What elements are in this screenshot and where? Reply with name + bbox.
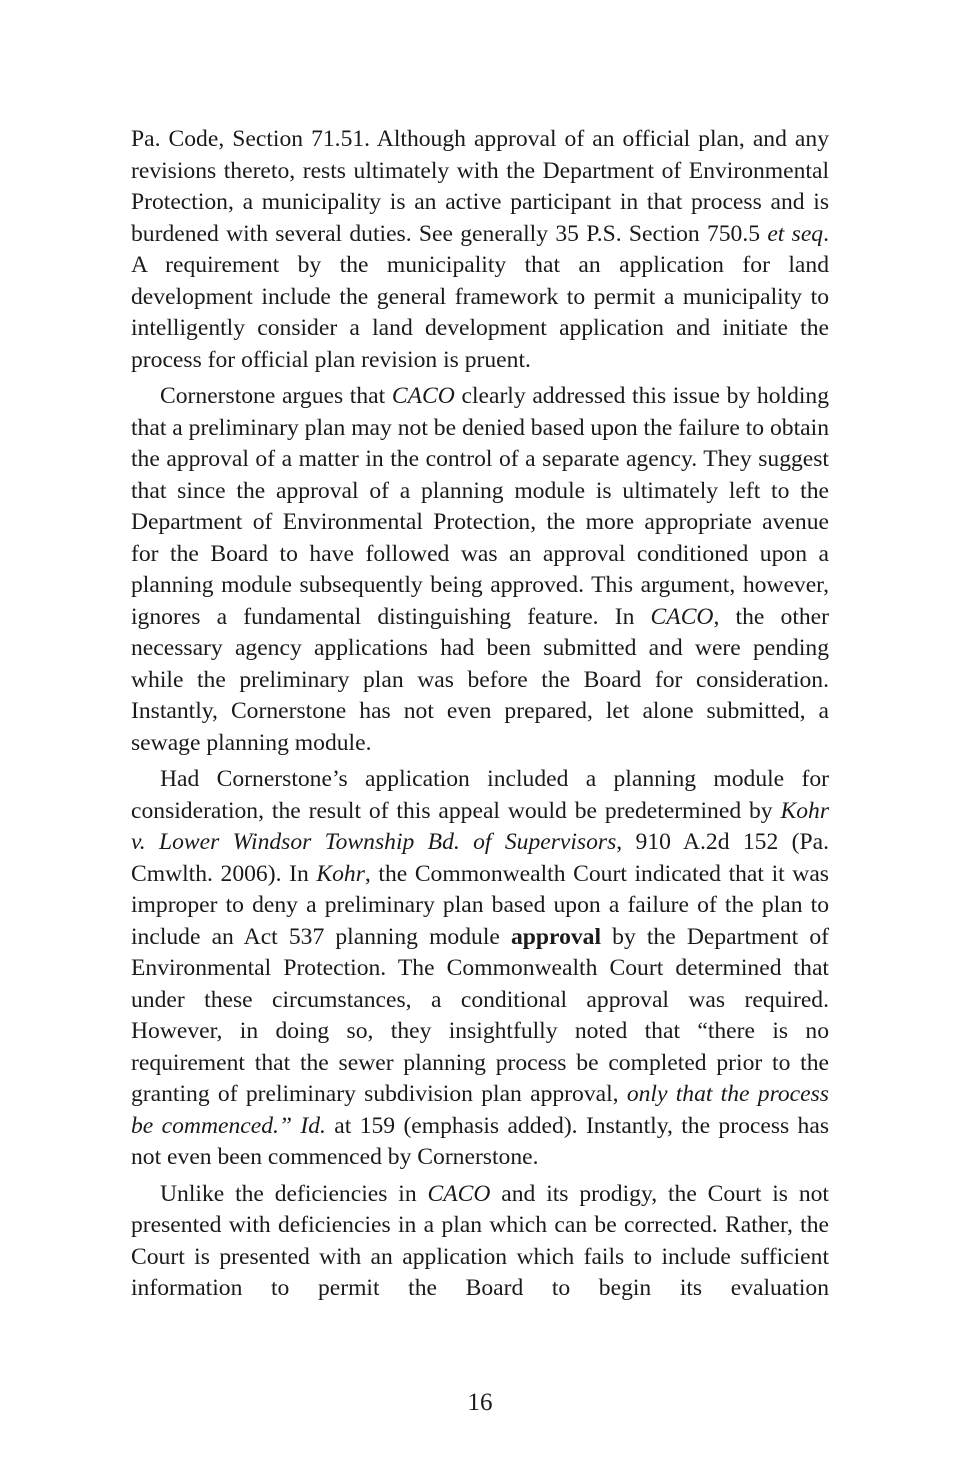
page-number: 16 bbox=[467, 1389, 493, 1416]
italic-segment: CACO bbox=[391, 383, 455, 409]
text-segment: , 910 A.2d 152 (Pa. Cmwlth. 2006). In bbox=[131, 829, 829, 887]
paragraph-4 bbox=[131, 1179, 829, 1305]
text-segment: , the other necessary agency applications had been submitted and were pending while the preliminary plan was before the Board for consideration. Instantly, Cornerstone has not even prepared, let alone submitted, a sewage planning module. bbox=[131, 603, 829, 756]
text-segment: clearly addressed this issue by holding that a preliminary plan may not be denied based upon the failure to obtain the approval of a matter in the control of a separate agency. They suggest that since the approval of a planning module is ultimately left to the Department of Environmental Protection, the more appropriate avenue for the Board to have followed was an approval conditioned upon a planning module subsequently being approved. This argument, however, ignores a fundamental distinguishing feature. In bbox=[131, 383, 830, 630]
text-segment: Had Cornerstone’s application included a planning module for consideration, the result of this appeal would be predetermined by bbox=[131, 766, 829, 824]
italic-segment: only that the process be commenced.” Id. bbox=[131, 1081, 829, 1139]
paragraph-2 bbox=[131, 381, 829, 759]
text-segment: , the Commonwealth Court indicated that it was improper to deny a preliminary plan based upon a failure of the plan to include an Act 537 planning module bbox=[131, 860, 829, 950]
text-segment: Unlike the deficiencies in bbox=[160, 1180, 428, 1207]
italic-segment: CACO bbox=[650, 603, 714, 630]
text-segment: at 159 (emphasis added). Instantly, the process has not even been commenced by Cornerstone. bbox=[131, 1112, 830, 1170]
text-segment: and its prodigy, the Court is not presented with deficiencies in a plan which can be corrected. Rather, the Court is presented with an application which fails to include sufficient information to permit the Board to begin its evaluation bbox=[131, 1180, 829, 1301]
italic-segment: et seq bbox=[767, 220, 824, 247]
text-segment: . A requirement by the municipality that an application for land development include the general framework to permit a municipality to intelligently consider a land development application and initiate the process for official plan revision is pruent. bbox=[131, 220, 829, 373]
paragraph-3 bbox=[131, 764, 829, 1174]
body-text bbox=[131, 124, 829, 1310]
bold-segment: approval bbox=[510, 923, 602, 950]
italic-segment: Kohr v. Lower Windsor Township Bd. of Supervisors bbox=[131, 797, 829, 855]
italic-segment: Kohr bbox=[316, 860, 365, 887]
text-segment: Cornerstone argues that bbox=[160, 383, 392, 409]
text-segment: Pa. Code, Section 71.51. Although approval of an official plan, and any revisions thereto, rests ultimately with the Department of Environmental Protection, a municipality is an active participant in that process and is burdened with several duties. See generally 35 P.S. Section 750.5 bbox=[131, 126, 829, 247]
italic-segment: CACO bbox=[427, 1180, 491, 1207]
text-segment: by the Department of Environmental Protection. The Commonwealth Court determined that under these circumstances, a conditional approval was required. However, in doing so, they insightfully noted that “there is no requirement that the sewer planning process be completed prior to the granting of preliminary subdivision plan approval, bbox=[131, 923, 829, 1107]
paragraph-1 bbox=[131, 124, 829, 376]
